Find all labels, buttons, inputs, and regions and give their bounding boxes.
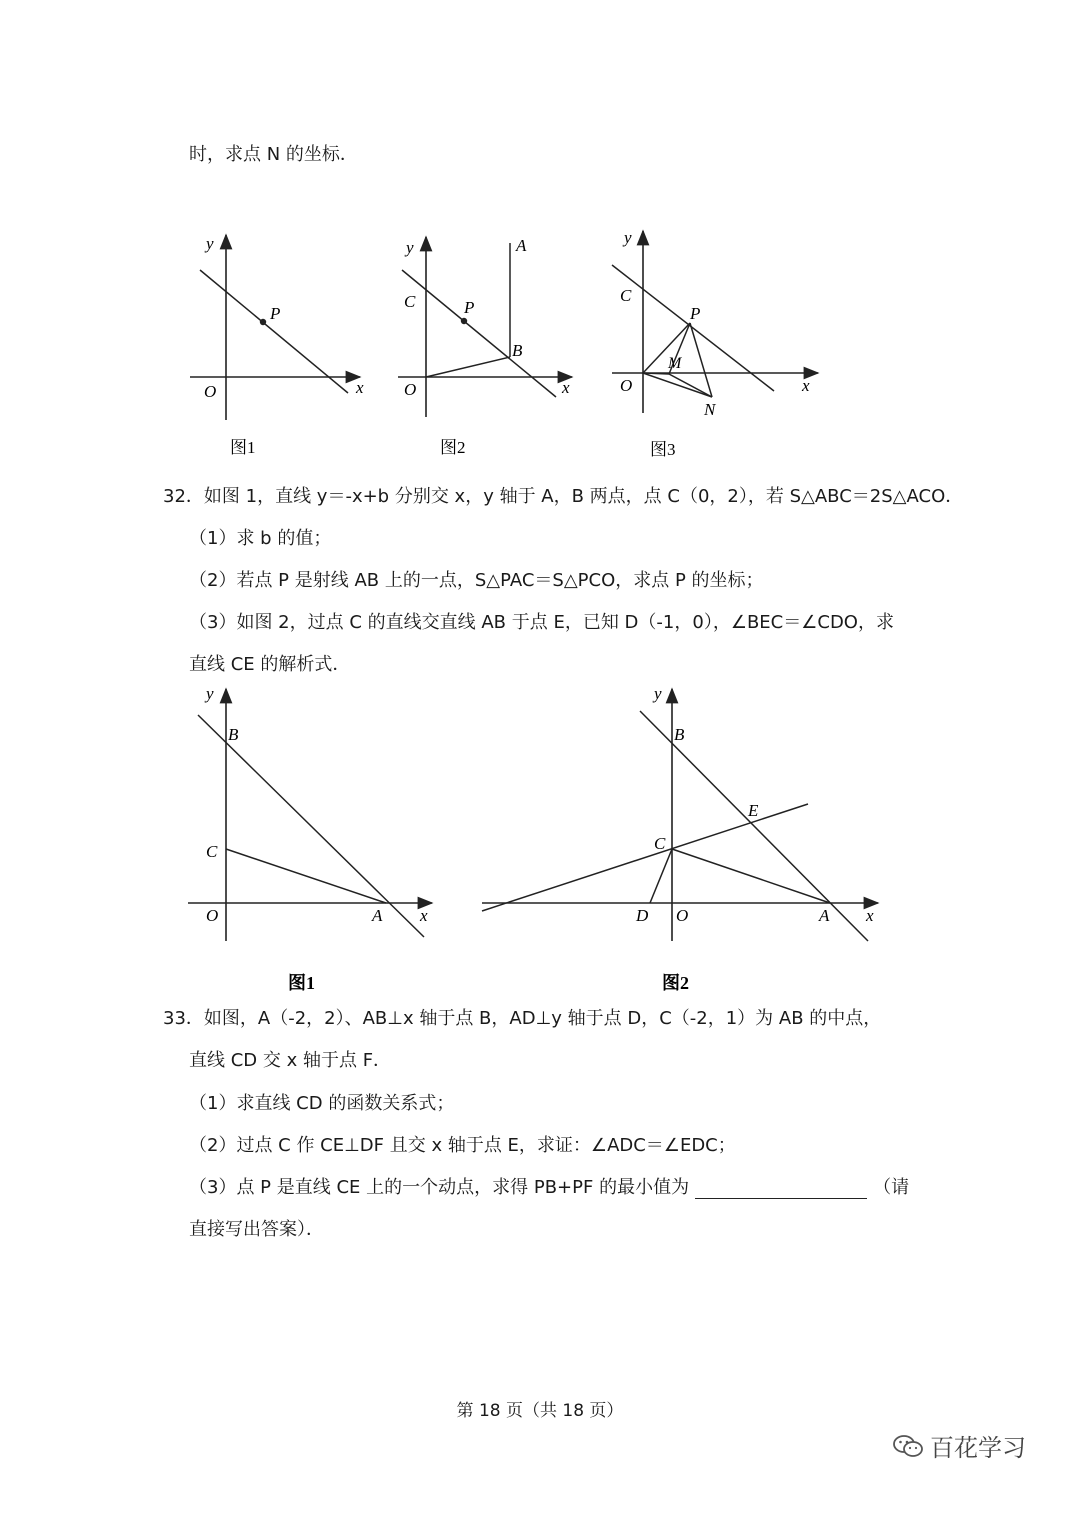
r2fig2-point-c-label: C <box>654 834 666 853</box>
fig3-caption: 图3 <box>650 440 676 459</box>
q33-part3-prefix: （3）点 P 是直线 CE 上的一个动点，求得 PB+PF 的最小值为 <box>189 1177 690 1198</box>
answer-blank <box>695 1180 867 1199</box>
r2fig1-point-a-label: A <box>372 906 383 925</box>
r2fig2-point-d-label: D <box>636 906 649 925</box>
figure-2-row2 <box>476 683 896 1003</box>
r2fig2-y-label: y <box>654 684 662 703</box>
figure-3-row1 <box>600 225 830 465</box>
q33-part2: （2）过点 C 作 CE⊥DF 且交 x 轴于点 E，求证：∠ADC＝∠EDC； <box>189 1135 736 1156</box>
q32-part3-line2: 直线 CE 的解析式． <box>189 654 351 675</box>
fig3-point-c-label: C <box>620 286 632 305</box>
r2fig1-caption: 图1 <box>288 973 315 993</box>
fig2-point-a-label: A <box>516 236 527 255</box>
page-footer: 第 18 页（共 18 页） <box>456 1401 624 1421</box>
watermark-text: 百花学习 <box>930 1434 1026 1462</box>
fig1-point-p-label: P <box>270 304 281 323</box>
wechat-icon <box>892 1433 924 1465</box>
watermark <box>892 1428 1026 1465</box>
fig3-point-p-label: P <box>690 304 701 323</box>
r2fig2-x-label: x <box>866 906 874 925</box>
fig1-y-label: y <box>206 234 214 253</box>
r2fig1-point-c-label: C <box>206 842 218 861</box>
fig2-point-b-label: B <box>512 341 523 360</box>
r2fig1-point-b-label: B <box>228 725 239 744</box>
fig3-origin-label: O <box>620 376 633 395</box>
fig3-point-n-label: N <box>704 400 716 419</box>
q32-part1: （1）求 b 的值； <box>189 528 332 549</box>
r2fig1-x-label: x <box>420 906 428 925</box>
q33-part3-suffix: （请 <box>873 1177 910 1198</box>
fig3-x-label: x <box>802 376 810 395</box>
fig2-origin-label: O <box>404 380 417 399</box>
fig1-x-label: x <box>356 378 364 397</box>
figure-2-row1 <box>390 225 590 465</box>
fig2-y-label: y <box>406 238 414 257</box>
q33-part3-line1 <box>189 1173 909 1199</box>
r2fig2-point-e-label: E <box>748 801 759 820</box>
fig2-point-p-label: P <box>464 298 475 317</box>
r2fig1-origin-label: O <box>206 906 219 925</box>
q33-part1: （1）求直线 CD 的函数关系式； <box>189 1093 455 1114</box>
r2fig2-origin-label: O <box>676 906 689 925</box>
r2fig2-point-b-label: B <box>674 725 685 744</box>
figure-1-row2 <box>180 683 450 1003</box>
fig1-origin-label: O <box>204 382 217 401</box>
q33-part3-line2: 直接写出答案）． <box>189 1219 324 1240</box>
r2fig2-caption: 图2 <box>662 973 689 993</box>
fig2-x-label: x <box>562 378 570 397</box>
q32-part3-line1: （3）如图 2，过点 C 的直线交直线 AB 于点 E，已知 D（-1，0），∠BEC＝∠CDO，求 <box>189 612 894 633</box>
fig1-caption: 图1 <box>230 438 256 457</box>
q32-part2: （2）若点 P 是射线 AB 上的一点，S△PAC＝S△PCO，求点 P 的坐标； <box>189 570 764 591</box>
fig3-y-label: y <box>624 228 632 247</box>
q33-stem-line1: 33．如图，A（-2，2）、AB⊥x 轴于点 B，AD⊥y 轴于点 D，C（-2，1）为 AB 的中点， <box>163 1008 882 1029</box>
r2fig1-y-label: y <box>206 684 214 703</box>
q33-stem-line2: 直线 CD 交 x 轴于点 F． <box>189 1050 392 1071</box>
continued-question-text: 时，求点 N 的坐标． <box>189 144 358 165</box>
figure-1-row1 <box>180 225 380 465</box>
r2fig2-point-a-label: A <box>819 906 830 925</box>
fig3-point-m-label: M <box>668 355 682 372</box>
fig2-point-c-label: C <box>404 292 416 311</box>
fig2-caption: 图2 <box>440 438 466 457</box>
q32-stem: 32．如图 1，直线 y＝-x+b 分别交 x，y 轴于 A，B 两点，点 C（0，2），若 S△ABC＝2S△ACO． <box>163 486 964 507</box>
